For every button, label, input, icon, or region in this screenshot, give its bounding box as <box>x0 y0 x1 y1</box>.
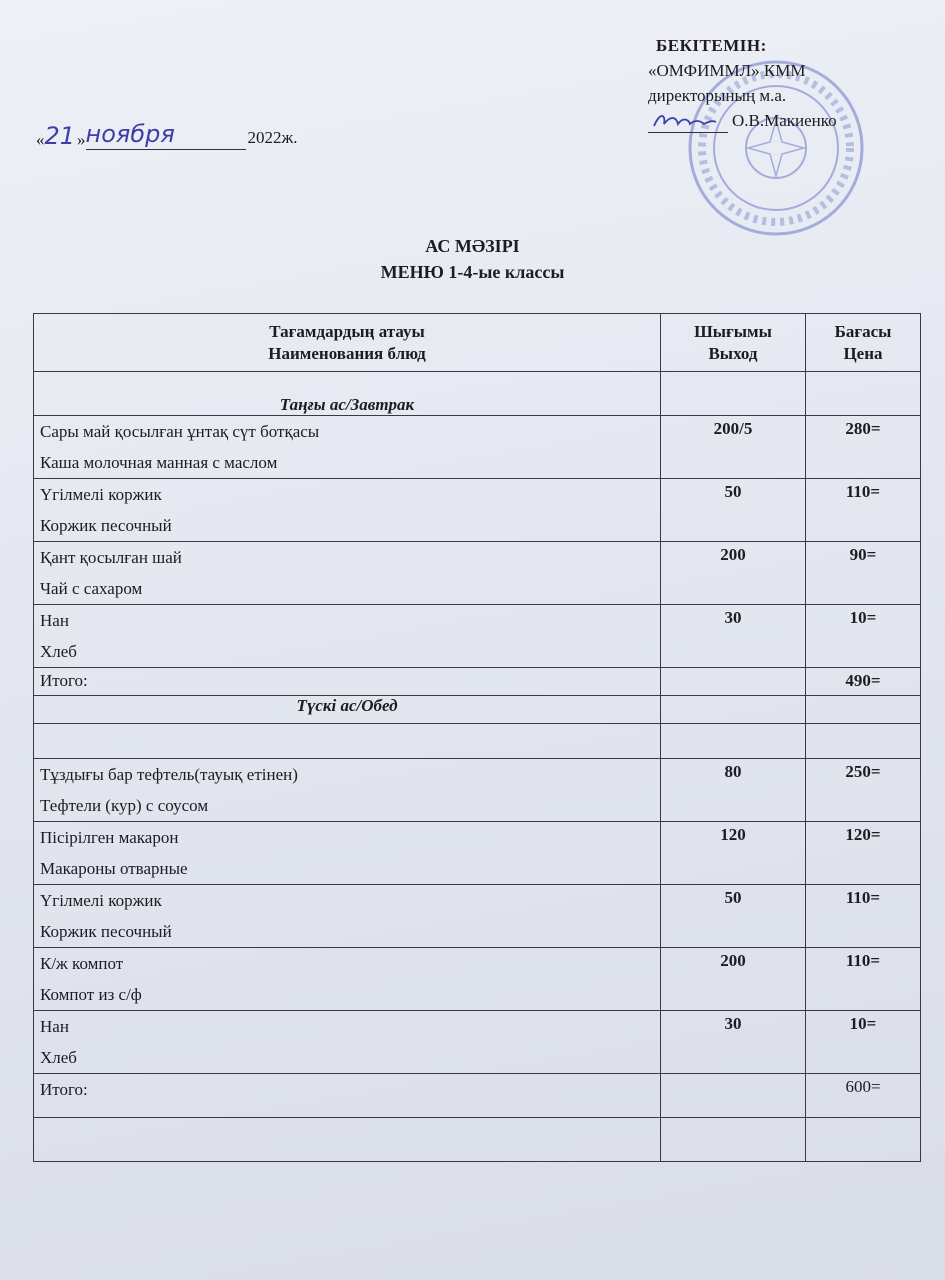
menu-title-kz: АС МӘЗІРІ <box>425 236 520 256</box>
date-year: 2022ж. <box>247 128 298 147</box>
table-row: Тұздығы бар тефтель(тауық етінен) Тефтели (кур) с соусом 80 250= <box>34 759 921 822</box>
section-row-breakfast <box>34 372 921 416</box>
signature-line <box>648 108 938 133</box>
approval-block <box>648 33 938 133</box>
total-row-breakfast: Итого: 490= <box>34 668 921 696</box>
header-output: Шығымы Выход <box>661 314 806 372</box>
close-quote: » <box>77 130 86 149</box>
approval-org: «ОМФИММЛ» КММ <box>648 61 806 80</box>
table-row: Үгілмелі коржик Коржик песочный 50 110= <box>34 885 921 948</box>
approval-position: директорының м.а. <box>648 86 787 105</box>
table-row: К/ж компот Компот из с/ф 200 110= <box>34 948 921 1011</box>
section-title-lunch: Түскі ас/Обед <box>34 696 661 724</box>
approval-title: БЕКІТЕМІН: <box>656 36 767 55</box>
table-row: Қант қосылған шай Чай с сахаром 200 90= <box>34 542 921 605</box>
section-row-lunch <box>34 696 921 724</box>
menu-table <box>33 313 921 1162</box>
document-date <box>36 120 298 150</box>
date-day: 21 <box>44 122 76 150</box>
menu-title-ru: МЕНЮ 1-4-ые классы <box>380 262 565 282</box>
section-title-breakfast: Таңғы ас/Завтрак <box>34 372 661 416</box>
total-row-lunch: Итого: 600= <box>34 1074 921 1118</box>
empty-row <box>34 724 921 759</box>
date-month: ноября <box>85 120 175 148</box>
table-row: Нан Хлеб 30 10= <box>34 1011 921 1074</box>
open-quote: « <box>36 130 45 149</box>
approval-name: О.В.Макиенко <box>732 111 837 130</box>
header-dish-name: Тағамдардың атауы Наименования блюд <box>34 314 661 372</box>
header-price: Бағасы Цена <box>806 314 921 372</box>
table-row: Пісірілген макарон Макароны отварные 120 120= <box>34 822 921 885</box>
table-row: Нан Хлеб 30 10= <box>34 605 921 668</box>
signature <box>648 110 728 133</box>
empty-row <box>34 1118 921 1162</box>
table-header-row <box>34 314 921 372</box>
table-row: Үгілмелі коржик Коржик песочный 50 110= <box>34 479 921 542</box>
table-row: Сары май қосылған ұнтақ сүт ботқасы Каша молочная манная с маслом 200/5 280= <box>34 416 921 479</box>
